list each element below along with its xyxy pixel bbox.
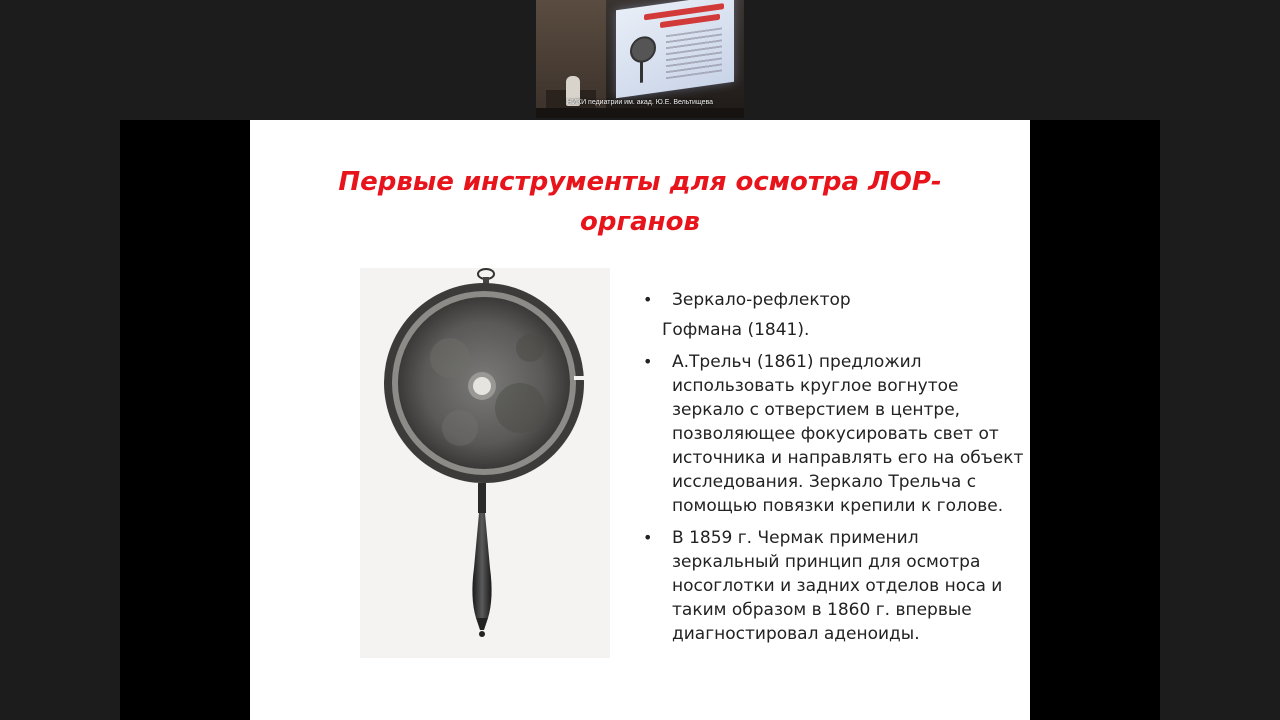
bullet-text-line: таким образом в 1860 г. впервые	[672, 600, 972, 620]
bullet-dot-icon: •	[643, 290, 653, 309]
bullet-text-line: зеркальный принцип для осмотра	[672, 552, 981, 572]
bullet-dot-icon: •	[643, 352, 653, 371]
shared-screen-area	[120, 120, 1160, 720]
projected-mirror-image	[630, 35, 656, 65]
bullet-text-line: Зеркало-рефлектор	[672, 290, 851, 310]
bullet-text-line: источника и направлять его на объект	[672, 448, 1024, 468]
slide-title-line: органов	[580, 207, 700, 237]
bullet-text-line: А.Трельч (1861) предложил	[672, 352, 922, 372]
bullet-text-line: помощью повязки крепили к голове.	[672, 496, 1004, 516]
slide-bullet-list	[640, 288, 1030, 646]
list-item	[640, 350, 1030, 518]
list-item	[640, 526, 1030, 646]
projected-mirror-handle	[640, 60, 643, 82]
bullet-text-line: использовать круглое вогнутое	[672, 376, 959, 396]
presentation-slide	[250, 120, 1030, 720]
camera-projection-screen	[616, 0, 734, 98]
slide-title	[290, 162, 990, 242]
camera-caption: НИКИ педиатрии им. акад. Ю.Е. Вельтищева	[566, 99, 714, 106]
projected-text-lines	[666, 27, 722, 79]
bullet-text-line: позволяющее фокусировать свет от	[672, 424, 999, 444]
bullet-text-line: В 1859 г. Чермак применил	[672, 528, 919, 548]
bullet-continuation: Гофмана (1841).	[662, 320, 810, 340]
bullet-dot-icon: •	[643, 528, 653, 547]
bullet-text-line: исследования. Зеркало Трельча с	[672, 472, 977, 492]
slide-title-line: Первые инструменты для осмотра ЛОР-	[338, 167, 942, 197]
bullet-text-line: диагностировал аденоиды.	[672, 624, 920, 644]
speaker-camera-thumbnail[interactable]	[536, 0, 744, 118]
head-mirror-icon	[360, 268, 610, 658]
list-item	[640, 288, 1030, 312]
camera-floor	[536, 108, 744, 118]
bullet-text-line: носоглотки и задних отделов носа и	[672, 576, 1003, 596]
head-mirror-image	[360, 268, 610, 658]
bullet-text-line: зеркало с отверстием в центре,	[672, 400, 961, 420]
